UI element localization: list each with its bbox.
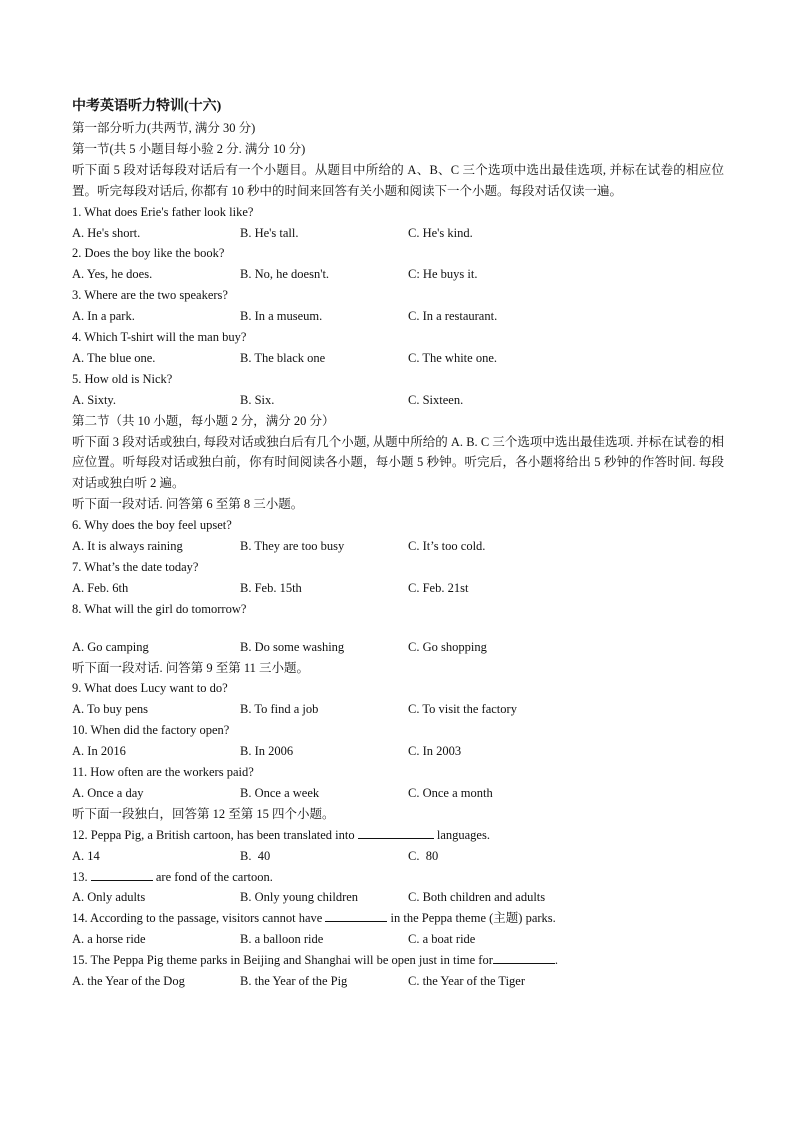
option-c: C. He's kind.	[408, 225, 473, 240]
question-15	[72, 950, 724, 971]
question-6: 6. Why does the boy feel upset?	[72, 518, 232, 533]
question-text-end: are fond of the cartoon.	[155, 869, 273, 884]
question-4: 4. Which T-shirt will the man buy?	[72, 330, 247, 345]
options-9	[72, 699, 724, 720]
options-3	[72, 306, 724, 327]
question-11: 11. How often are the workers paid?	[72, 765, 254, 780]
option-b: B. No, he doesn't.	[240, 267, 330, 282]
option-b: B. Do some washing	[240, 639, 345, 654]
question-text: 14. According to the passage, visitors cannot have	[72, 911, 323, 926]
option-b: B. He's tall.	[240, 225, 299, 240]
option-a: A. To buy pens	[72, 702, 148, 717]
options-11	[72, 783, 724, 804]
option-b: B. To find a job	[240, 702, 319, 717]
option-a: A. Go camping	[72, 639, 149, 654]
section-2-heading: 第二节（共 10 小题，每小题 2 分，满分 20 分）	[72, 413, 335, 428]
option-c: C. Feb. 21st	[408, 580, 469, 595]
option-c: C. 80	[408, 848, 439, 863]
option-a: A. He's short.	[72, 225, 141, 240]
question-10: 10. When did the factory open?	[72, 723, 230, 738]
option-c: C. In 2003	[408, 744, 462, 759]
options-2	[72, 264, 724, 285]
answer-blank[interactable]	[358, 825, 434, 839]
answer-blank[interactable]	[493, 950, 555, 964]
question-text-end: .	[554, 953, 559, 968]
section-1-heading: 第一节(共 5 小题目每小验 2 分. 满分 10 分)	[72, 141, 306, 156]
dialogue-heading-1: 听下面一段对话. 问答第 6 至第 8 三小题。	[72, 497, 304, 512]
question-1: 1. What does Erie's father look like?	[72, 204, 254, 219]
option-c: C. To visit the factory	[408, 702, 517, 717]
option-c: C. a boat ride	[408, 932, 476, 947]
option-c: C. In a restaurant.	[408, 309, 498, 324]
question-9: 9. What does Lucy want to do?	[72, 681, 228, 696]
option-a: A. Only adults	[72, 890, 146, 905]
option-a: A. 14	[72, 848, 100, 863]
option-a: A. It is always raining	[72, 539, 183, 554]
options-8	[72, 637, 724, 658]
option-b: B. In 2006	[240, 744, 294, 759]
answer-blank[interactable]	[325, 908, 387, 922]
question-13	[72, 867, 724, 888]
options-10	[72, 741, 724, 762]
option-c: C. Sixteen.	[408, 392, 464, 407]
question-text-end: in the Peppa theme (主题) parks.	[390, 911, 556, 926]
options-5	[72, 390, 724, 411]
dialogue-heading-2: 听下面一段对话. 问答第 9 至第 11 三小题。	[72, 660, 310, 675]
part-heading: 第一部分听力(共两节, 满分 30 分)	[72, 121, 256, 135]
answer-blank[interactable]	[91, 867, 153, 881]
options-6	[72, 536, 724, 557]
section-2-instructions: 听下面 3 段对话或独白, 每段对话或独白后有几个小题, 从题中所给的 A. B. C 三个选项中选出最佳选项. 并标在试卷的相应位置。听每段对话或独白前，你有时间阅读各小题，每小题 5 秒钟。听完后，各小题将给出 5 秒钟的作答时间. 每段对话或独白听 2 遍。	[72, 434, 724, 491]
option-c: C: He buys it.	[408, 267, 478, 282]
option-a: A. Once a day	[72, 785, 144, 800]
option-a: A. Yes, he does.	[72, 267, 153, 282]
option-c: C. the Year of the Tiger	[408, 974, 526, 989]
question-14	[72, 908, 724, 929]
page-title: 中考英语听力特训(十六)	[72, 99, 222, 114]
options-7	[72, 578, 724, 599]
spacer	[72, 620, 724, 637]
option-c: C. Go shopping	[408, 639, 487, 654]
option-b: B. Only young children	[240, 890, 359, 905]
option-b: B. The black one	[240, 350, 326, 365]
question-text: 15. The Peppa Pig theme parks in Beijing and Shanghai will be open just in time for	[72, 953, 493, 968]
question-5: 5. How old is Nick?	[72, 371, 173, 386]
option-b: B. Six.	[240, 392, 275, 407]
option-a: A. the Year of the Dog	[72, 974, 185, 989]
option-b: B. Feb. 15th	[240, 580, 302, 595]
options-13	[72, 887, 724, 908]
option-b: B. 40	[240, 848, 271, 863]
option-a: A. In a park.	[72, 309, 135, 324]
question-text: 12. Peppa Pig, a British cartoon, has been translated into	[72, 827, 355, 842]
option-c: C. The white one.	[408, 350, 497, 365]
option-b: B. the Year of the Pig	[240, 974, 348, 989]
options-12	[72, 846, 724, 867]
option-a: A. The blue one.	[72, 350, 156, 365]
option-a: A. Feb. 6th	[72, 580, 129, 595]
option-b: B. They are too busy	[240, 539, 345, 554]
option-c: C. Both children and adults	[408, 890, 546, 905]
option-a: A. Sixty.	[72, 392, 116, 407]
option-b: B. a balloon ride	[240, 932, 324, 947]
options-14	[72, 929, 724, 950]
options-4	[72, 348, 724, 369]
question-12	[72, 825, 724, 846]
question-text-end: languages.	[436, 827, 490, 842]
option-a: A. In 2016	[72, 744, 126, 759]
option-b: B. In a museum.	[240, 309, 323, 324]
options-1	[72, 223, 724, 244]
options-15	[72, 971, 724, 992]
question-7: 7. What’s the date today?	[72, 559, 199, 574]
question-3: 3. Where are the two speakers?	[72, 288, 228, 303]
option-b: B. Once a week	[240, 785, 320, 800]
question-2: 2. Does the boy like the book?	[72, 246, 225, 261]
question-8: 8. What will the girl do tomorrow?	[72, 601, 247, 616]
option-c: C. Once a month	[408, 785, 493, 800]
option-c: C. It’s too cold.	[408, 539, 486, 554]
question-text: 13.	[72, 869, 88, 884]
monologue-heading: 听下面一段独白，回答第 12 至第 15 四个小题。	[72, 806, 335, 821]
option-a: A. a horse ride	[72, 932, 146, 947]
section-1-instructions: 听下面 5 段对话每段对话后有一个小题目。从题目中所给的 A、B、C 三个选项中选出最佳选项, 并标在试卷的相应位置。听完每段对话后, 你都有 10 秒中的时间来回答有关小题和阅读下一个小题。每段对话仅读一遍。	[72, 162, 724, 198]
worksheet	[72, 96, 724, 992]
